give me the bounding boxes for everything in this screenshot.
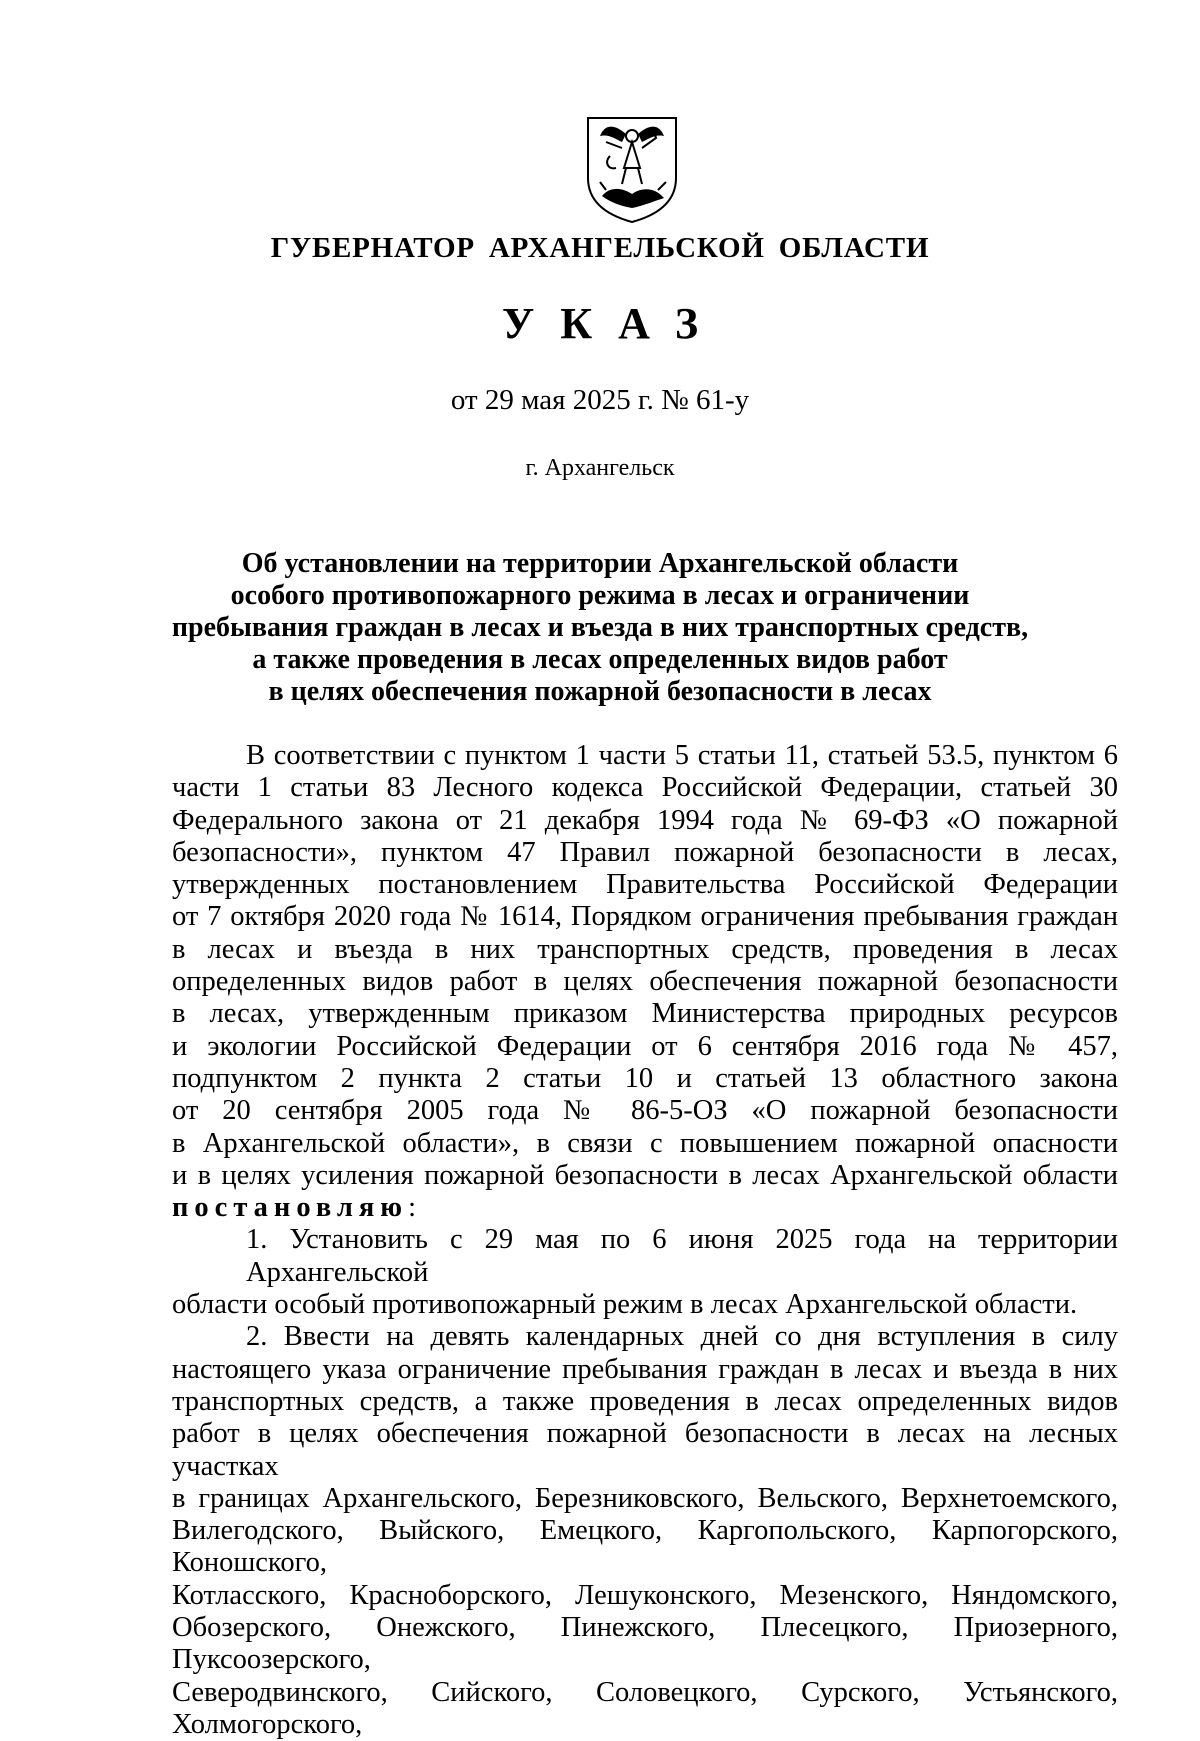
issuing-authority: ГУБЕРНАТОР АРХАНГЕЛЬСКОЙ ОБЛАСТИ — [270, 232, 930, 264]
item-line: области особый противопожарный режим в лесах Архангельской области. — [172, 1289, 1078, 1321]
preamble-line: В соответствии с пунктом 1 части 5 статьи 11, статьей 53.5, пунктом 6 — [246, 740, 1118, 771]
list-item — [172, 1321, 1118, 1741]
decree-word: постановляю — [172, 1192, 409, 1224]
document-date-number: от 29 мая 2025 г. № 61-у — [450, 384, 750, 416]
preamble-line: в лесах и въезда в них транспортных средств, проведения в лесах — [172, 933, 1118, 965]
title-line: а также проведения в лесах определенных видов работ — [252, 644, 948, 675]
item-line: 2. Ввести на девять календарных дней со дня вступления в силу — [246, 1321, 1118, 1353]
item-line: Северодвинского, Сийского, Соловецкого, Сурского, Устьянского, Холмогорского, — [172, 1676, 1118, 1740]
decree-colon: : — [408, 1192, 417, 1224]
document-city: г. Архангельск — [525, 455, 675, 481]
item-line: настоящего указа ограничение пребывания граждан в лесах и въезда в них — [172, 1353, 1118, 1385]
title-line: в целях обеспечения пожарной безопасности в лесах — [268, 676, 932, 707]
preamble-line: Федерального закона от 21 декабря 1994 года № 69-ФЗ «О пожарной — [172, 804, 1118, 836]
item-line: Обозерского, Онежского, Пинежского, Плесецкого, Приозерного, Пуксоозерского, — [172, 1612, 1118, 1676]
preamble-line: в лесах, утвержденным приказом Министерства природных ресурсов — [172, 998, 1118, 1030]
preamble-line: в Архангельской области», в связи с повышением пожарной опасности — [172, 1127, 1118, 1159]
arkhangelsk-coat-of-arms-icon — [582, 112, 682, 224]
preamble-line: подпунктом 2 пункта 2 статьи 10 и статьей 13 областного закона — [172, 1062, 1118, 1094]
preamble-line: утвержденных постановлением Правительства Российской Федерации — [172, 869, 1118, 901]
preamble-line: определенных видов работ в целях обеспечения пожарной безопасности — [172, 966, 1118, 998]
item-line: транспортных средств, а также проведения в лесах определенных видов — [172, 1385, 1118, 1417]
preamble-paragraph — [172, 740, 1118, 1224]
preamble-line: от 7 октября 2020 года № 1614, Порядком ограничения пребывания граждан — [172, 901, 1118, 933]
item-line: работ в целях обеспечения пожарной безопасности в лесах на лесных участках — [172, 1418, 1118, 1482]
title-line: Об установлении на территории Архангельской области — [241, 548, 959, 579]
preamble-line: части 1 статьи 83 Лесного кодекса Российской Федерации, статьей 30 — [172, 772, 1118, 804]
item-line: Котласского, Красноборского, Лешуконского, Мезенского, Няндомского, — [172, 1579, 1118, 1611]
document-body — [172, 740, 1118, 1741]
preamble-line: и в целях усиления пожарной безопасности в лесах Архангельской области — [172, 1159, 1118, 1191]
item-line: в границах Архангельского, Березниковского, Вельского, Верхнетоемского, — [172, 1482, 1118, 1514]
item-line: Вилегодского, Выйского, Емецкого, Каргопольского, Карпогорского, Коношского, — [172, 1515, 1118, 1579]
preamble-line: безопасности», пунктом 47 Правил пожарной безопасности в лесах, — [172, 836, 1118, 868]
list-item — [172, 1224, 1118, 1321]
title-line: пребывания граждан в лесах и въезда в них транспортных средств, — [171, 612, 1029, 643]
item-line: 1. Установить с 29 мая по 6 июня 2025 года на территории Архангельской — [246, 1224, 1118, 1288]
document-title — [120, 548, 1080, 708]
decree-line — [172, 1192, 1118, 1224]
preamble-line: от 20 сентября 2005 года № 86-5-ОЗ «О пожарной безопасности — [172, 1095, 1118, 1127]
document-type: УКАЗ — [501, 299, 725, 348]
preamble-line: и экологии Российской Федерации от 6 сентября 2016 года № 457, — [172, 1030, 1118, 1062]
title-line: особого противопожарного режима в лесах и ограничении — [230, 580, 970, 611]
